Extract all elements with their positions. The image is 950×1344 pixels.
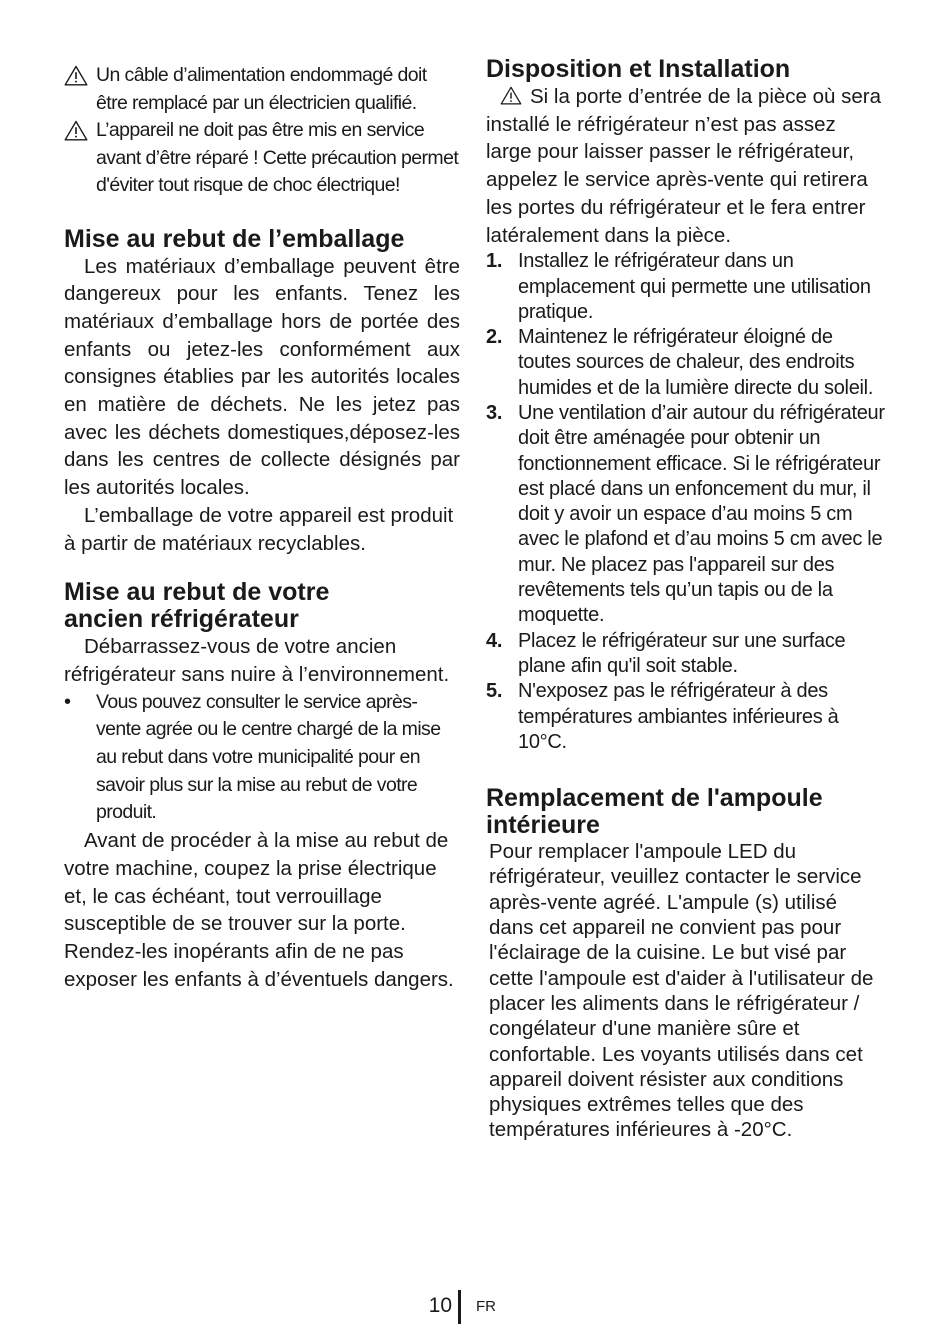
- page-number: 10: [428, 1294, 452, 1317]
- page-footer: [0, 1290, 950, 1324]
- title-line: Remplacement de l'ampoule: [486, 784, 823, 813]
- section-title-packaging: Mise au rebut de l’emballage: [64, 224, 405, 253]
- title-line: intérieure: [486, 811, 600, 840]
- numbered-item: [486, 629, 886, 680]
- right-column: [486, 56, 886, 1143]
- warning-item: [64, 117, 460, 200]
- item-number: 1.: [486, 250, 503, 273]
- warning-text: Un câble d’alimentation endommagé doit être remplacé par un électricien qualifié.: [96, 64, 427, 114]
- numbered-item: [486, 679, 886, 755]
- warning-item: [64, 62, 460, 117]
- left-column: [64, 62, 460, 993]
- warning-text: L’appareil ne doit pas être mis en service avant d’être réparé ! Cette précaution permet d'éviter tout risque de choc électrique!: [96, 119, 459, 196]
- numbered-item: [486, 325, 886, 401]
- bulb-paragraph: Pour remplacer l'ampoule LED du réfrigérateur, veuillez contacter le service après-vente agréé. L'ampule (s) utilisé dans cet appareil ne convient pas pour l'éclairage de la cuisine. Le but visé par cette l'ampoule est d'aider à l'utilisateur de placer les aliments dans le réfrigérateur / congélateur d'une manière sûre et confortable. Les voyants utilisés dans cet appareil doivent résister aux conditions physiques extrêmes telles que des températures inférieures à -20°C.: [489, 840, 874, 1142]
- item-text: Une ventilation d’air autour du réfrigérateur doit être aménagée pour obtenir un fonctionnement efficace. Si le réfrigérateur est placé dans un enfoncement du mur, il doit y avoir un espace d’au moins 5 cm avec le plafond et d’au moins 5 cm avec le mur. Ne placez pas l'appareil sur des revêtements tels qu’un tapis ou de la moquette.: [518, 402, 885, 627]
- disconnect-paragraph: Avant de procéder à la mise au rebut de votre machine, coupez la prise électrique et, le cas échéant, tout verrouillage susceptible de se trouver sur la porte. Rendez-les inopérants afin de ne pas exposer les enfants à d’éventuels dangers.: [64, 829, 454, 991]
- installation-intro-text: Si la porte d’entrée de la pièce où sera installé le réfrigérateur n’est pas assez large pour laisser passer le réfrigérateur, appelez le service après-vente qui retirera les portes du réfrigérateur et le fera entrer latéralement dans la pièce.: [486, 85, 882, 247]
- item-text: N'exposez pas le réfrigérateur à des températures ambiantes inférieures à 10°C.: [518, 680, 839, 753]
- item-number: 2.: [486, 326, 503, 349]
- section-title-old-fridge: [64, 579, 460, 633]
- bullet-mark: •: [64, 690, 71, 713]
- numbered-item: [486, 401, 886, 629]
- title-line: Mise au rebut de votre: [64, 578, 330, 607]
- language-code: FR: [476, 1298, 496, 1315]
- section-title-installation: Disposition et Installation: [486, 55, 791, 83]
- packaging-paragraph: Les matériaux d’emballage peuvent être dangereux pour les enfants. Tenez les matériaux d’emballage hors de portée des enfants ou jetez-les conformément aux consignes établies par les autorités locales en matière de déchets. Ne les jetez pas avec les déchets domestiques,déposez-les dans les centres de collecte désignés par les autorités locales.: [64, 254, 460, 500]
- warning-triangle-icon: [500, 86, 522, 105]
- bullet-item: [64, 689, 460, 828]
- item-text: Maintenez le réfrigérateur éloigné de toutes sources de chaleur, des endroits humides et de la lumière directe du soleil.: [518, 326, 874, 399]
- item-number: 4.: [486, 629, 503, 652]
- section-title-bulb: [486, 785, 886, 839]
- item-number: 3.: [486, 402, 503, 424]
- old-fridge-paragraph: Débarrassez-vous de votre ancien réfrigérateur sans nuire à l’environnement.: [64, 635, 450, 686]
- numbered-item: [486, 249, 886, 325]
- item-text: Installez le réfrigérateur dans un emplacement qui permette une utilisation pratique.: [518, 250, 871, 323]
- bullet-text: Vous pouvez consulter le service après-vente agrée ou le centre chargé de la mise au rebut dans votre municipalité pour en savoir plus sur la mise au rebut de votre produit.: [96, 690, 441, 824]
- installation-intro: [486, 83, 886, 249]
- footer-divider: [458, 1290, 461, 1324]
- packaging-recyclable-paragraph: L’emballage de votre appareil est produit à partir de matériaux recyclables.: [64, 503, 454, 555]
- item-text: Placez le réfrigérateur sur une surface plane afin qu'il soit stable.: [518, 629, 846, 677]
- title-line: ancien réfrigérateur: [64, 605, 299, 634]
- warning-triangle-icon: [64, 62, 96, 86]
- item-number: 5.: [486, 680, 503, 703]
- warning-triangle-icon: [64, 117, 96, 141]
